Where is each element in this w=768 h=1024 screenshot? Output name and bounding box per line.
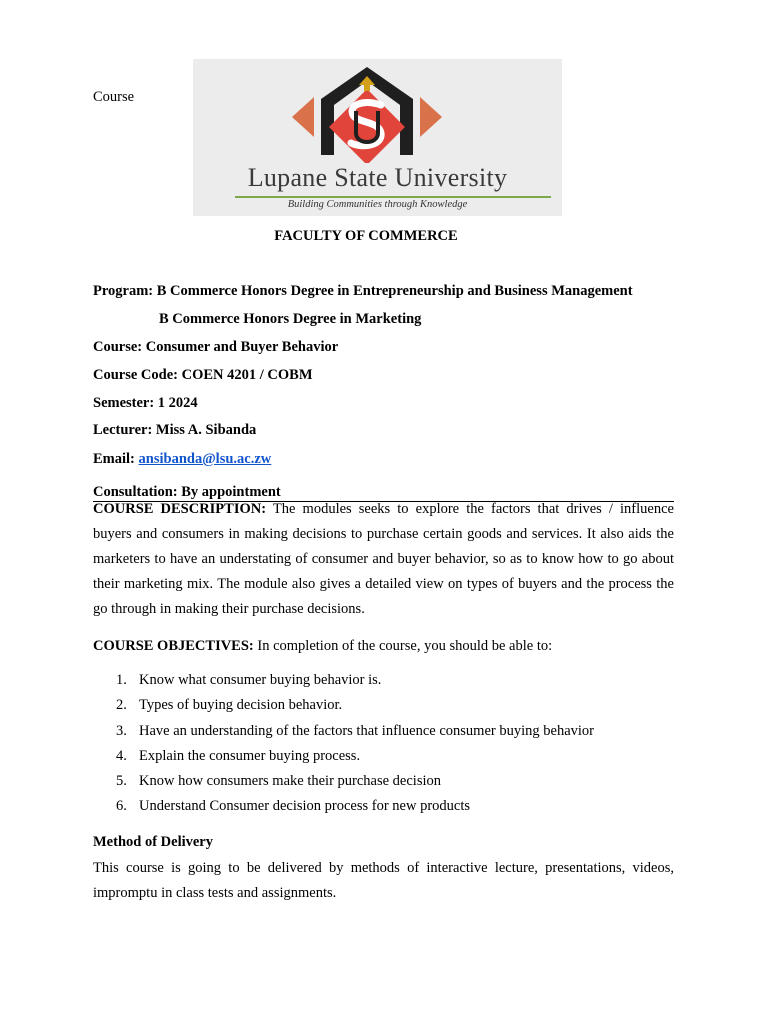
- description-text: The modules seeks to explore the factors that drives / influence buyers and consumers in making decisions to purchase certain goods and services. It also aids the marketers to have an understating of consumer and buyer behavior, so as to know how to go about their marketing mix. The module also gives a detailed view on types of buyers and the process the go through in making their purchase decisions.: [93, 501, 674, 617]
- objectives-intro: In completion of the course, you should be able to:: [257, 638, 553, 654]
- course-description: [93, 497, 674, 622]
- program-line-1: Program: B Commerce Honors Degree in Entrepreneurship and Business Management: [93, 283, 633, 299]
- lecturer: Lecturer: Miss A. Sibanda: [93, 422, 257, 438]
- logo-university-name: Lupane State University: [247, 163, 508, 192]
- list-text: Know what consumer buying behavior is.: [139, 672, 382, 688]
- university-logo: [193, 59, 562, 216]
- list-item: [93, 744, 693, 769]
- email-row: [93, 450, 271, 468]
- list-text: Know how consumers make their purchase decision: [139, 773, 442, 790]
- program-line-2: B Commerce Honors Degree in Marketing: [159, 311, 422, 327]
- left-arrow-icon: [292, 97, 314, 137]
- list-number: 2.: [116, 697, 127, 714]
- list-number: 1.: [116, 672, 127, 688]
- list-number: 5.: [116, 773, 127, 790]
- list-item: [93, 668, 693, 693]
- list-item: [93, 693, 693, 718]
- objectives-intro-row: [93, 637, 552, 655]
- semester: Semester: 1 2024: [93, 395, 198, 411]
- logo-emblem-icon: [193, 59, 562, 163]
- list-text: Have an understanding of the factors that influence consumer buying behavior: [139, 722, 594, 739]
- consultation: Consultation: By appointment: [93, 484, 281, 500]
- faculty-title: FACULTY OF COMMERCE: [274, 228, 458, 244]
- list-item: [93, 794, 693, 819]
- course-code: Course Code: COEN 4201 / COBM: [93, 367, 313, 383]
- delivery-heading: Method of Delivery: [93, 834, 213, 850]
- list-text: Understand Consumer decision process for new products: [139, 798, 471, 815]
- list-text: Types of buying decision behavior.: [139, 697, 343, 714]
- objectives-heading: COURSE OBJECTIVES:: [93, 638, 254, 654]
- email-link[interactable]: ansibanda@lsu.ac.zw: [138, 451, 272, 467]
- list-item: [93, 719, 693, 744]
- right-arrow-icon: [420, 97, 442, 137]
- logo-tagline: Building Communities through Knowledge: [287, 199, 468, 210]
- list-number: 4.: [116, 747, 127, 764]
- course-label: Course: [93, 89, 135, 105]
- list-text: Explain the consumer buying process.: [139, 747, 361, 764]
- course-name: Course: Consumer and Buyer Behavior: [93, 339, 339, 355]
- email-label: Email:: [93, 451, 135, 467]
- description-heading: COURSE DESCRIPTION:: [93, 501, 267, 517]
- list-number: 6.: [116, 798, 127, 815]
- list-number: 3.: [116, 722, 127, 739]
- logo-underline: [235, 196, 551, 198]
- delivery-text: This course is going to be delivered by methods of interactive lecture, presentations, videos, impromptu in class tests and assignments.: [93, 860, 674, 901]
- list-item: [93, 769, 693, 794]
- objectives-list: [93, 668, 693, 820]
